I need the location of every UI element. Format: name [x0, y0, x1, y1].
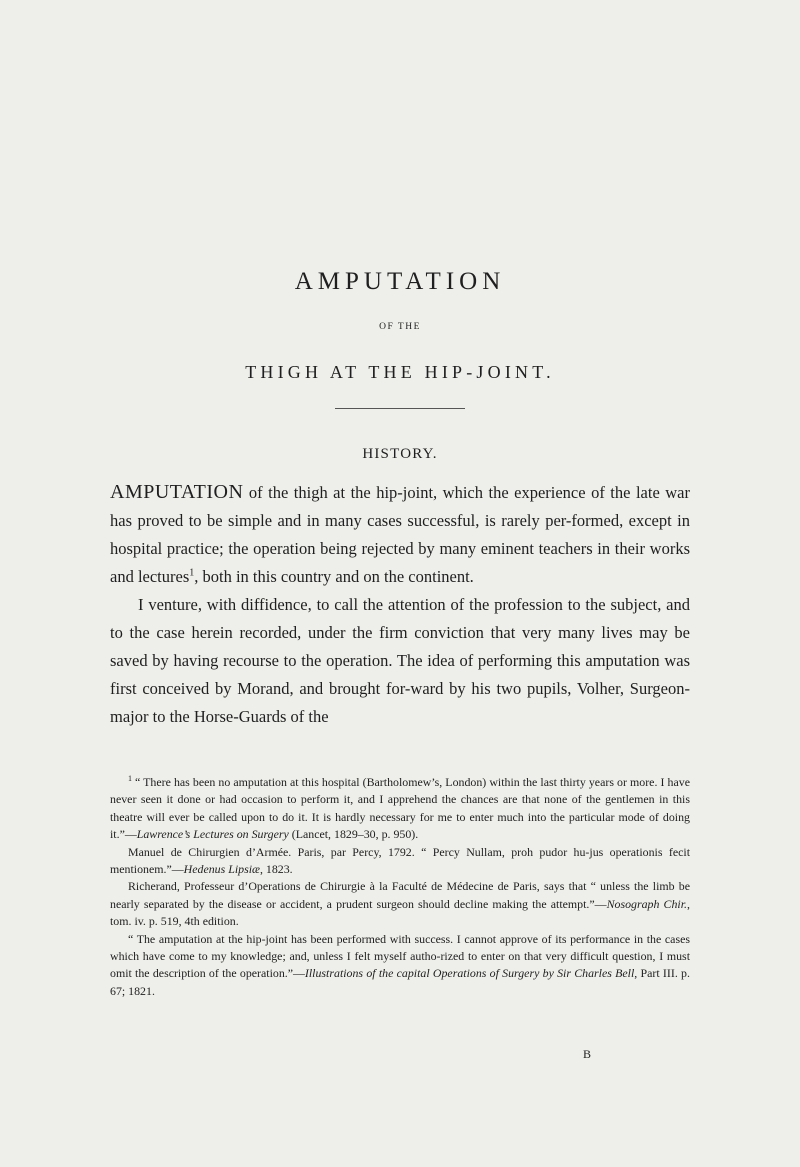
paragraph-1-first-word: AMPUTATION — [110, 481, 244, 503]
footnote-1 — [110, 774, 690, 844]
footnote-4-source: Illustrations of the capital Operations of Surgery by Sir Charles Bell — [304, 966, 635, 981]
footnote-4-tail: , Part III. p. 67; 1821. — [110, 966, 690, 998]
footnote-1-number: 1 — [128, 774, 132, 784]
footnote-2-tail: , 1823. — [259, 862, 293, 877]
footnote-2 — [110, 844, 690, 879]
footnote-1-text: “ There has been no amputation at this hospital (Bartholomew’s, London) within the last thirty years or more. I have never seen it done or had occasion to perform it, and I apprehend the chances are that none of the gentlemen in this theatre will ever be called upon to do it. It is hardly necessary for me to enter much into the particular mode of doing it.”— — [110, 775, 690, 842]
title-amputation: AMPUTATION — [294, 268, 506, 295]
footnote-2-source: Hedenus Lipsiæ — [183, 862, 260, 877]
footnote-4 — [110, 931, 690, 1001]
footnote-1-source: Lawrence’s Lectures on Surgery — [136, 827, 289, 842]
footnote-3-source: Nosograph Chir. — [606, 896, 688, 911]
paragraph-1-end: , both in this country and on the continent. — [194, 567, 474, 586]
title-thigh-hip-joint: THIGH AT THE HIP-JOINT. — [245, 362, 555, 382]
paragraph-2: I venture, with diffidence, to call the attention of the profession to the subject, and to the case herein recorded, under the firm conviction that very many lives may be saved by having recourse to the operation. The idea of performing this amputation was first conceived by Morand, and brought for-ward by his two pupils, Volher, Surgeon-major to the Horse-Guards of the — [110, 595, 690, 726]
body-text — [110, 478, 690, 731]
paragraph-1 — [110, 478, 690, 591]
signature-mark: B — [583, 1047, 592, 1061]
footnote-marker: 1 — [189, 567, 195, 579]
footnote-3 — [110, 878, 690, 930]
paragraph-1-text: of the thigh at the hip-joint, which the experience of the late war has proved to be simple and in many cases successful, is rarely per-formed, except in hospital practice; the operation being rejected by many eminent teachers in their works and lectures — [110, 483, 690, 586]
title-divider — [335, 408, 465, 409]
section-heading-history: HISTORY. — [362, 446, 438, 462]
footnote-3-text: Richerand, Professeur d’Operations de Chirurgie à la Faculté de Médecine de Paris, says that “ unless the limb be nearly separated by the disease or accident, a prudent surgeon should decline making the attempt.”— — [110, 879, 690, 911]
footnote-3-tail: , tom. iv. p. 519, 4th edition. — [110, 896, 690, 929]
title-of-the: OF THE — [379, 322, 421, 332]
footnote-2-text: Manuel de Chirurgien d’Armée. Paris, par Percy, 1792. “ Percy Nullam, proh pudor hu-jus operationis fecit mentionem.”— — [110, 844, 690, 877]
footnote-1-tail: (Lancet, 1829–30, p. 950). — [288, 827, 419, 842]
footnote-4-text: “ The amputation at the hip-joint has been performed with success. I cannot approve of its performance in the cases which have come to my knowledge; and, unless I felt myself autho-rized to enter on that very difficult question, I must omit the description of the operation.”— — [110, 931, 690, 981]
footnotes — [110, 774, 690, 1000]
